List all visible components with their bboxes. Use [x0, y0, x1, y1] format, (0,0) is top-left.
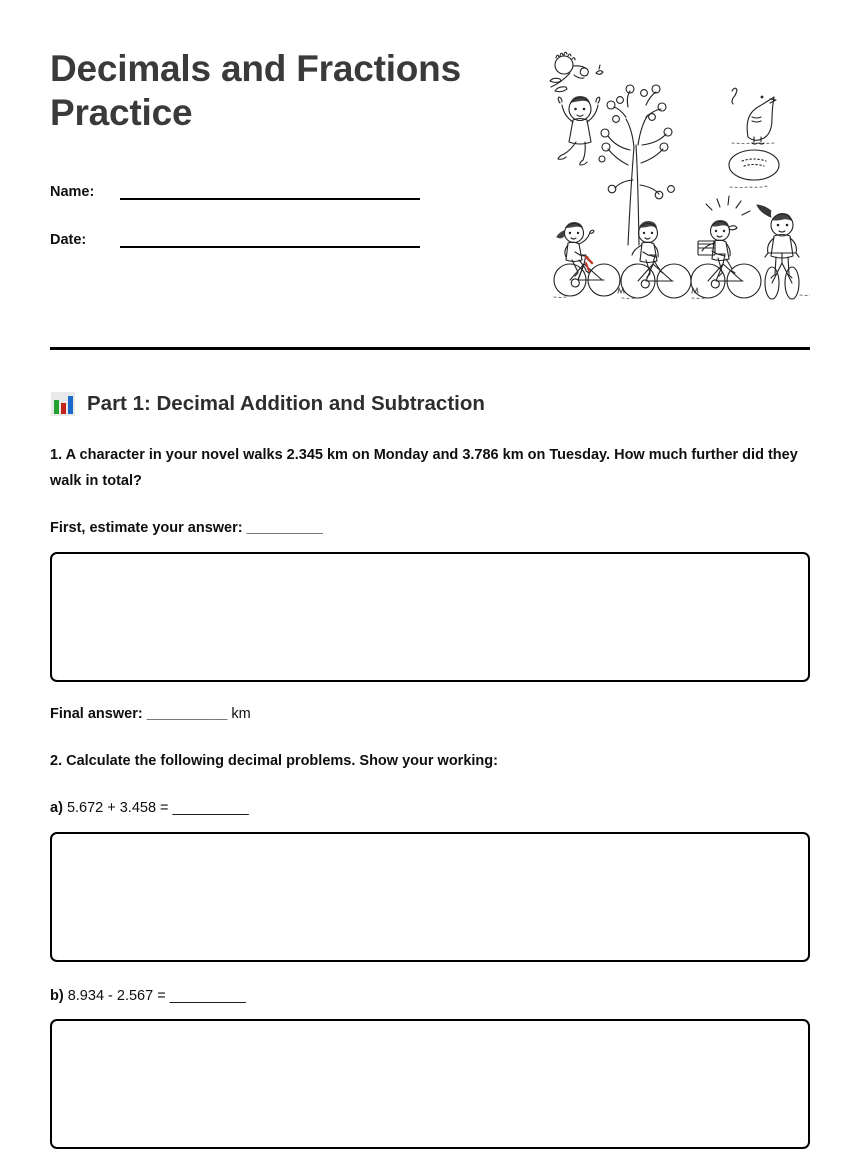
section-heading-label: Part 1: Decimal Addition and Subtraction — [87, 392, 485, 415]
page-content — [50, 0, 810, 270]
name-input-line[interactable] — [120, 182, 420, 200]
date-input-line[interactable] — [120, 230, 420, 248]
final-answer-unit: km — [231, 706, 251, 723]
bar-chart-icon — [50, 391, 76, 417]
final-answer-blank[interactable]: __________ — [146, 706, 228, 723]
bird-drawing — [732, 88, 776, 144]
question-1-text: 1. A character in your novel walks 2.345 km on Monday and 3.786 km on Tuesday. How much further did they walk in total? — [50, 447, 798, 489]
question-1-working-box[interactable] — [50, 552, 810, 682]
child-on-bicycle-2-drawing — [621, 221, 698, 299]
section-heading-part-1 — [50, 347, 810, 417]
item-a-label: a) — [50, 800, 63, 817]
tree-drawing — [599, 85, 674, 245]
item-b-blank[interactable]: __________ — [169, 987, 246, 1004]
item-b-label: b) — [50, 987, 64, 1004]
question-2-item-b-line — [50, 962, 810, 1006]
header-text-block — [50, 0, 520, 248]
jumping-child-drawing — [558, 96, 600, 165]
worksheet-body — [50, 347, 810, 1149]
name-field-row — [50, 178, 520, 200]
child-on-bicycle-1-drawing — [554, 222, 624, 298]
name-field-label: Name: — [50, 183, 95, 200]
children-bicycles-tree-illustration — [540, 45, 810, 310]
item-b-expression: 8.934 - 2.567 = — [67, 987, 166, 1004]
child-on-bicycle-3-drawing — [691, 196, 761, 299]
item-a-blank[interactable]: __________ — [172, 800, 249, 817]
question-2-item-a-line — [50, 774, 810, 818]
date-field-label: Date: — [50, 231, 87, 248]
estimate-label: First, estimate your answer: — [50, 519, 243, 536]
question-1-final-answer-line — [50, 682, 810, 724]
item-a-expression: 5.672 + 3.458 = — [66, 800, 169, 817]
question-1-estimate-line — [50, 495, 810, 540]
question-2-item-b-working-box[interactable] — [50, 1019, 810, 1149]
question-2-text: 2. Calculate the following decimal problems. Show your working: — [50, 752, 498, 769]
date-field-row — [50, 226, 520, 248]
final-answer-label: Final answer: — [50, 706, 143, 723]
question-2-item-a-working-box[interactable] — [50, 832, 810, 962]
flower-sprig-drawing — [550, 52, 603, 91]
ball-drawing — [729, 150, 779, 188]
page-title: Decimals and Fractions Practice — [50, 48, 461, 133]
child-on-bicycle-4-drawing — [757, 205, 810, 299]
estimate-blank[interactable]: __________ — [246, 519, 323, 536]
header — [50, 0, 810, 270]
